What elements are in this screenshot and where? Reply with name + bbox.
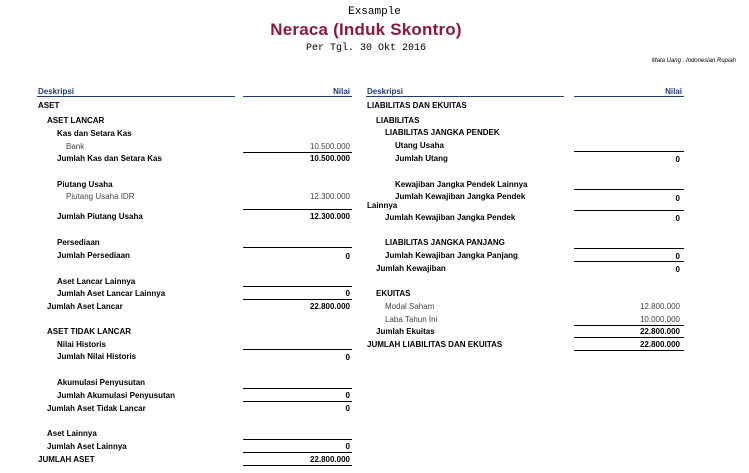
total-piutang: Jumlah Piutang Usaha bbox=[57, 212, 143, 221]
company-name: Exsample bbox=[348, 6, 401, 18]
left-desc-header: Deskripsi bbox=[38, 87, 75, 96]
subtotal-rule bbox=[243, 401, 352, 402]
group-akumulasi-penyusutan: Akumulasi Penyusutan bbox=[57, 378, 146, 387]
section-liabilitas-jangka-panjang: LIABILITAS JANGKA PANJANG bbox=[385, 238, 505, 247]
group-piutang: Piutang Usaha bbox=[57, 180, 113, 189]
account-piutang-idr-value: 12.300.000 bbox=[309, 192, 350, 201]
total-kewajiban-jp-lainnya-cont: Lainnya bbox=[367, 201, 398, 210]
grand-total-liabilitas-ekuitas-value: 22.800.000 bbox=[639, 340, 680, 349]
section-liabilitas: LIABILITAS bbox=[376, 116, 420, 125]
section-aset: ASET bbox=[38, 101, 60, 110]
total-kewajiban: Jumlah Kewajiban bbox=[376, 264, 446, 273]
subtotal-rule bbox=[574, 261, 684, 262]
group-kewajiban-jp-lainnya: Kewajiban Jangka Pendek Lainnya bbox=[395, 180, 528, 189]
group-kas-setara: Kas dan Setara Kas bbox=[57, 129, 132, 138]
total-kewajiban-jp: Jumlah Kewajiban Jangka Pendek bbox=[385, 213, 516, 222]
right-value-header-rule bbox=[574, 96, 684, 97]
total-akumulasi-penyusutan: Jumlah Akumulasi Penyusutan bbox=[57, 391, 175, 400]
total-ekuitas-value: 22.800.000 bbox=[639, 327, 680, 336]
subtotal-rule bbox=[243, 209, 352, 210]
account-modal-saham: Modal Saham bbox=[385, 302, 435, 311]
account-modal-saham-value: 12.800.000 bbox=[639, 302, 680, 311]
subtotal-rule bbox=[574, 248, 684, 249]
total-aset-lainnya: Jumlah Aset Lainnya bbox=[47, 442, 127, 451]
grand-total-aset: JUMLAH ASET bbox=[38, 455, 95, 464]
group-aset-lainnya: Aset Lainnya bbox=[47, 429, 97, 438]
subtotal-rule bbox=[243, 286, 352, 287]
total-kewajiban-jp-lainnya: Jumlah Kewajiban Jangka Pendek bbox=[395, 192, 526, 201]
section-aset-tidak-lancar: ASET TIDAK LANCAR bbox=[47, 327, 131, 336]
total-akumulasi-penyusutan-value: 0 bbox=[345, 391, 350, 400]
subtotal-rule bbox=[574, 151, 684, 152]
total-aset-lainnya-value: 0 bbox=[345, 442, 350, 451]
total-aset-tidak-lancar: Jumlah Aset Tidak Lancar bbox=[47, 404, 146, 413]
total-kewajiban-jpj: Jumlah Kewajiban Jangka Panjang bbox=[385, 251, 518, 260]
total-ekuitas: Jumlah Ekuitas bbox=[376, 327, 435, 336]
currency-note: Mata Uang : Indonesian Rupiah bbox=[651, 58, 736, 64]
total-kas-setara: Jumlah Kas dan Setara Kas bbox=[57, 154, 162, 163]
total-nilai-historis: Jumlah Nilai Historis bbox=[57, 352, 137, 361]
total-aset-lancar-lainnya: Jumlah Aset Lancar Lainnya bbox=[57, 289, 166, 298]
total-aset-lancar-lainnya-value: 0 bbox=[345, 289, 350, 298]
account-bank-value: 10.500.000 bbox=[309, 142, 350, 151]
total-aset-lancar: Jumlah Aset Lancar bbox=[47, 302, 123, 311]
total-kewajiban-jpj-value: 0 bbox=[675, 252, 680, 261]
subtotal-rule bbox=[243, 349, 352, 350]
total-piutang-value: 12.300.000 bbox=[309, 212, 350, 221]
total-kas-setara-value: 10.500.000 bbox=[309, 154, 350, 163]
subtotal-rule bbox=[574, 325, 684, 326]
total-kewajiban-value: 0 bbox=[675, 265, 680, 274]
total-persediaan-value: 0 bbox=[345, 252, 350, 261]
subtotal-rule bbox=[243, 452, 352, 453]
section-ekuitas: EKUITAS bbox=[376, 289, 411, 298]
total-utang: Jumlah Utang bbox=[395, 154, 448, 163]
group-persediaan: Persediaan bbox=[57, 238, 100, 247]
account-laba-tahun-ini: Laba Tahun Ini bbox=[385, 315, 438, 324]
total-kewajiban-jp-lainnya-value: 0 bbox=[675, 194, 680, 203]
total-nilai-historis-value: 0 bbox=[345, 353, 350, 362]
total-utang-value: 0 bbox=[675, 155, 680, 164]
subtotal-rule bbox=[574, 189, 684, 190]
group-nilai-historis: Nilai Historis bbox=[57, 340, 106, 349]
account-laba-tahun-ini-value: 10.000.000 bbox=[639, 315, 680, 324]
subtotal-rule bbox=[574, 210, 684, 211]
section-liabilitas-jangka-pendek: LIABILITAS JANGKA PENDEK bbox=[385, 128, 500, 137]
right-value-header: Nilai bbox=[665, 87, 682, 96]
account-piutang-idr: Piutang Usaha IDR bbox=[66, 192, 135, 201]
total-kewajiban-jp-value: 0 bbox=[675, 214, 680, 223]
right-desc-header: Deskripsi bbox=[367, 87, 404, 96]
subtotal-rule bbox=[243, 152, 352, 153]
grand-total-liabilitas-ekuitas: JUMLAH LIABILITAS DAN EKUITAS bbox=[367, 340, 503, 349]
subtotal-rule bbox=[243, 247, 352, 248]
left-desc-header-rule bbox=[37, 96, 235, 97]
subtotal-rule bbox=[243, 299, 352, 300]
subtotal-rule bbox=[243, 439, 352, 440]
report-title: Neraca (Induk Skontro) bbox=[270, 20, 462, 39]
section-aset-lancar: ASET LANCAR bbox=[47, 116, 105, 125]
group-utang-usaha: Utang Usaha bbox=[395, 141, 444, 150]
subtotal-rule bbox=[243, 388, 352, 389]
left-value-header: Nilai bbox=[333, 87, 350, 96]
total-rule bbox=[574, 350, 684, 351]
section-liabilitas-ekuitas: LIABILITAS DAN EKUITAS bbox=[367, 101, 467, 110]
report-period: Per Tgl. 30 Okt 2016 bbox=[305, 43, 427, 54]
grand-total-aset-value: 22.800.000 bbox=[309, 455, 350, 464]
total-aset-lancar-value: 22.800.000 bbox=[309, 302, 350, 311]
total-rule bbox=[243, 465, 352, 466]
total-aset-tidak-lancar-value: 0 bbox=[345, 404, 350, 413]
account-bank: Bank bbox=[66, 142, 85, 151]
left-value-header-rule bbox=[243, 96, 352, 97]
subtotal-rule bbox=[574, 337, 684, 338]
right-desc-header-rule bbox=[366, 96, 564, 97]
total-persediaan: Jumlah Persediaan bbox=[57, 251, 130, 260]
group-aset-lancar-lainnya: Aset Lancar Lainnya bbox=[57, 277, 136, 286]
